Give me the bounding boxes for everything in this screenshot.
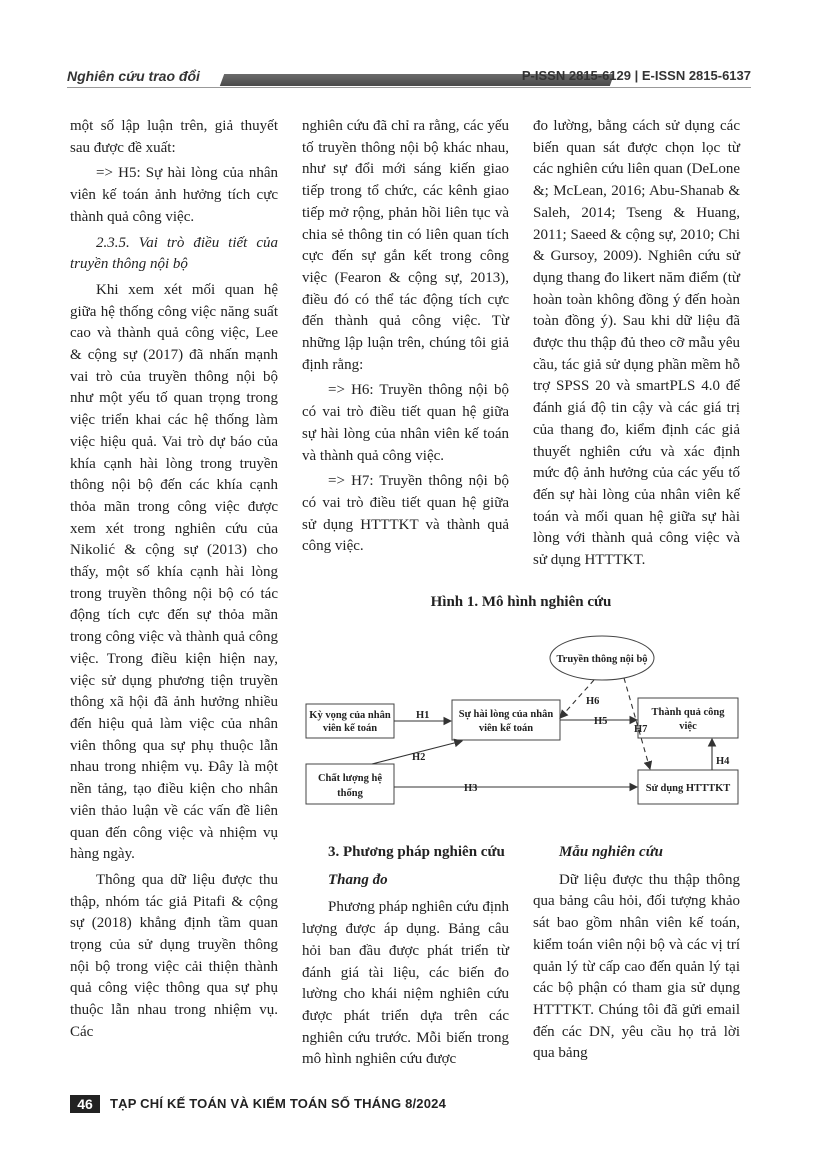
column-1 [70, 116, 278, 1048]
node-label: Sự hài lòng của nhân [458, 709, 554, 720]
journal-title: TẠP CHÍ KẾ TOÁN VÀ KIỂM TOÁN SỐ THÁNG 8/2024 [110, 1096, 447, 1111]
node-label: Kỳ vọng của nhân [309, 710, 391, 721]
subsection-heading: Mẫu nghiên cứu [559, 844, 664, 860]
hypothesis-h5: => H5: Sự hài lòng của nhân viên kế toán ảnh hưởng tích cực thành quả công việc. [70, 165, 278, 225]
header-rule [67, 87, 751, 88]
section-label: Nghiên cứu trao đổi [67, 68, 200, 84]
edge-label-h7: H7 [634, 724, 648, 735]
paragraph: Khi xem xét mối quan hệ giữa hệ thống công việc năng suất cao và thành quả công việc, Lee & cộng sự (2017) đã nhấn mạnh vai trò của truyền thông nội bộ như một yếu tố quan trọng trong việc triển khai các hệ thống làm việc hiệu quả. Vai trò dự báo của khía cạnh hài lòng trong truyền thông nội bộ đến các khía cạnh thỏa mãn trong công việc được xem xét trong nghiên cứu của Nikolić & cộng sự (2013) cho thấy, một số khía cạnh hài lòng trong truyền thông nội bộ có tác động tích cực đến sự thỏa mãn trong công việc và thành quả công việc. Trong điều kiện hiện nay, việc sử dụng phương tiện truyền thông xã hội đã ảnh hưởng nhiều đến hiệu quả làm việc của nhân viên thông qua sự phụ thuộc lẫn nhau trong nhiệm vụ. Đây là một nền tảng, tạo điều kiện cho nhân viên thảo luận về các vấn đề liên quan đến công việc và nhiệm vụ hàng ngày. [70, 281, 278, 863]
page-footer [70, 1095, 750, 1115]
hypothesis-h7: => H7: Truyền thông nội bộ có vai trò điều tiết quan hệ giữa sử dụng HTTTKT và thành quả công việc. [302, 473, 509, 555]
node-label: viên kế toán [478, 723, 534, 734]
edge-label-h5: H5 [594, 716, 608, 727]
issn-label: P-ISSN 2815-6129 | E-ISSN 2815-6137 [521, 68, 751, 83]
subsection-title: 2.3.5. Vai trò điều tiết của truyền thông nội bộ [70, 234, 278, 273]
column-4 [302, 842, 509, 1075]
edge-label-h2: H2 [412, 752, 426, 763]
page-number: 46 [70, 1095, 100, 1113]
subsection-heading: Thang đo [328, 871, 388, 888]
page-header [67, 66, 751, 88]
paragraph: Dữ liệu được thu thập thông qua bảng câu hỏi, đối tượng khảo sát bao gồm nhân viên kế toán, kiểm toán viên nội bộ và các vị trí quản lý từ cấp cao đến quản lý tại các bộ phận có tham gia sử dụng HTTTKT. Chúng tôi đã gửi email đến các DN, yêu cầu họ trả lời qua bảng [533, 871, 740, 1062]
hypothesis-h6: => H6: Truyền thông nội bộ có vai trò điều tiết quan hệ giữa sự hài lòng của nhân viên kế toán và thành quả công việc. [302, 382, 509, 464]
edge-label-h4: H4 [716, 756, 730, 767]
figure-title: Hình 1. Mô hình nghiên cứu [430, 594, 612, 610]
paragraph: đo lường, bằng cách sử dụng các biến quan sát được chọn lọc từ các nghiên cứu liên quan (DeLone &; McLean, 2016; Abu-Shanab & Saleh, 2014; Tseng & Huang, 2011; Saeed & cộng sự, 2010; Chi & Gursoy, 2009). Nghiên cứu sử dụng thang đo likert năm điểm (từ hoàn toàn không đồng ý đến hoàn toàn đồng ý). Sau khi dữ liệu đã được thu thập đủ theo cỡ mẫu yêu cầu, tác giả sử dụng phần mềm hỗ trợ SPSS 20 và smartPLS 4.0 để đánh giá độ tin cậy và các giá trị của thang đo, kiểm định các giả thuyết nghiên cứu và xác định mức độ ảnh hưởng của các yếu tố đến sự hài lòng của nhân viên kế toán và mối quan hệ giữa sự hài lòng với thành quả công việc và sử dụng HTTTKT. [533, 118, 740, 569]
node-thanhqua [638, 698, 738, 738]
node-hailong [452, 700, 560, 740]
column-5 [533, 842, 740, 1069]
edge-label-h3: H3 [464, 783, 478, 794]
node-label: Chất lượng hệ [317, 773, 383, 784]
paragraph: nghiên cứu đã chỉ ra rằng, các yếu tố truyền thông nội bộ khác nhau, như sự đổi mới sáng kiến giao tiếp trong tổ chức, các kênh giao tiếp mở rộng, phản hồi liên tục và chia sẻ thông tin có liên quan tích cực đến sự gắn kết trong công việc (Fearon & cộng sự, 2013), điều đó có thể tác động tích cực đến thành quả công việc. Từ những lập luận trên, chúng tôi giả định rằng: [302, 118, 509, 373]
paragraph: Phương pháp nghiên cứu định lượng được áp dụng. Bảng câu hỏi ban đầu được phát triển từ đánh giá tài liệu, các biến đo lường cho khái niệm nghiên cứu được phát triển dựa trên các nghiên cứu trước. Mỗi biến trong mô hình nghiên cứu được [302, 899, 509, 1068]
node-label: Sử dụng HTTTKT [645, 783, 731, 794]
edge-label-h6: H6 [586, 696, 600, 707]
section-heading: 3. Phương pháp nghiên cứu [328, 844, 505, 860]
node-label: Thành quả công [651, 707, 725, 718]
edge-label-h1: H1 [416, 710, 430, 721]
paragraph: Thông qua dữ liệu được thu thập, nhóm tác giả Pitafi & cộng sự (2018) khẳng định tầm quan trọng của sử dụng truyền thông nội bộ trong việc cải thiện thành quả công việc thông qua sự phụ thuộc lẫn nhau trong nhiệm vụ. Các [70, 871, 278, 1040]
paragraph: một số lập luận trên, giả thuyết sau được đề xuất: [70, 118, 278, 156]
node-label: việc [679, 721, 697, 732]
column-2 [302, 116, 509, 562]
node-label: thống [337, 788, 363, 799]
column-3 [533, 116, 740, 576]
research-model-diagram [302, 620, 750, 820]
node-label: viên kế toán [322, 723, 378, 734]
node-label: Truyền thông nội bộ [556, 654, 648, 665]
